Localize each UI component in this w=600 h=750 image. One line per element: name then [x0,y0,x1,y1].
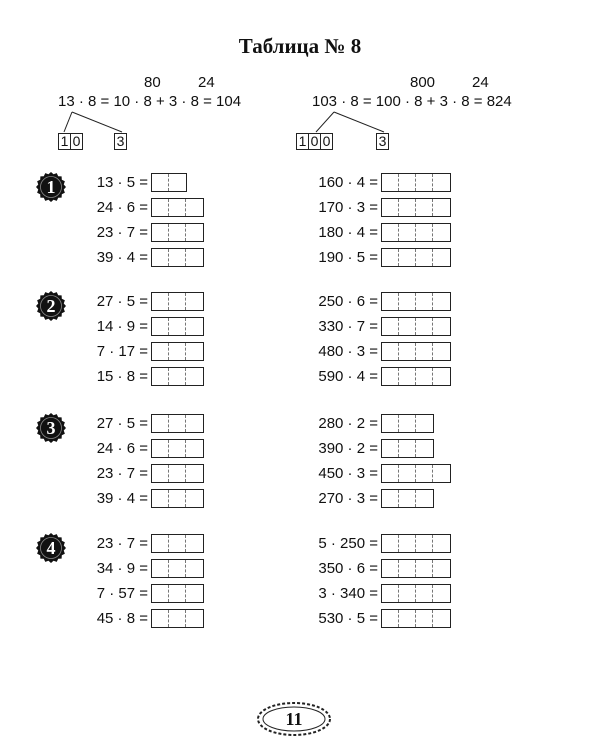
answer-boxes[interactable] [381,489,434,508]
answer-digit-cell[interactable] [433,199,450,216]
answer-digit-cell[interactable] [152,610,169,627]
answer-digit-cell[interactable] [382,610,399,627]
answer-digit-cell[interactable] [382,490,399,507]
example-2-partial-1: 800 [410,74,436,91]
answer-boxes[interactable] [381,609,451,628]
example-1-ones-box [114,133,127,150]
answer-boxes[interactable] [151,559,204,578]
answer-digit-cell[interactable] [433,224,450,241]
answer-boxes[interactable] [381,317,451,336]
answer-digit-cell[interactable] [169,610,186,627]
answer-digit-cell[interactable] [416,224,433,241]
answer-boxes[interactable] [381,534,451,553]
answer-digit-cell[interactable] [152,535,169,552]
exercise-expression: 590 · 4 = [318,368,378,385]
group-number: 3 [46,418,56,438]
example-1-partial-2: 24 [198,74,215,91]
answer-digit-cell[interactable] [186,224,203,241]
answer-digit-cell[interactable] [416,293,433,310]
answer-boxes[interactable] [381,223,451,242]
answer-boxes[interactable] [151,464,204,483]
exercise-row [80,534,204,553]
exercise-row [300,223,451,242]
answer-boxes[interactable] [151,489,204,508]
answer-digit-cell[interactable] [186,465,203,482]
answer-digit-cell[interactable] [169,535,186,552]
answer-digit-cell[interactable] [416,174,433,191]
answer-digit-cell[interactable] [382,199,399,216]
answer-boxes[interactable] [381,173,451,192]
answer-digit-cell[interactable] [152,415,169,432]
exercise-expression: 7 · 17 = [96,343,148,360]
answer-boxes[interactable] [151,414,204,433]
answer-boxes[interactable] [151,198,204,217]
answer-digit-cell[interactable] [382,318,399,335]
digit-cell: 1 [297,134,309,149]
answer-digit-cell[interactable] [399,465,416,482]
example-2-equation: 103 · 8 = 100 · 8 + 3 · 8 = 824 [312,93,512,110]
example-2-hundreds-box [296,133,333,150]
exercise-expression: 350 · 6 = [318,560,378,577]
exercise-expression: 530 · 5 = [318,610,378,627]
answer-digit-cell[interactable] [186,318,203,335]
answer-digit-cell[interactable] [433,318,450,335]
answer-digit-cell[interactable] [152,585,169,602]
answer-boxes[interactable] [381,198,451,217]
answer-digit-cell[interactable] [169,343,186,360]
exercise-row [300,584,451,603]
answer-digit-cell[interactable] [382,293,399,310]
answer-boxes[interactable] [151,317,204,336]
exercise-expression: 190 · 5 = [318,249,378,266]
answer-digit-cell[interactable] [152,440,169,457]
answer-boxes[interactable] [151,367,204,386]
answer-boxes[interactable] [381,439,434,458]
answer-boxes[interactable] [151,584,204,603]
answer-digit-cell[interactable] [416,368,433,385]
exercise-expression: 23 · 7 = [96,224,148,241]
answer-digit-cell[interactable] [169,465,186,482]
answer-digit-cell[interactable] [399,535,416,552]
answer-boxes[interactable] [381,367,451,386]
exercise-row [80,489,204,508]
exercise-expression: 34 · 9 = [96,560,148,577]
exercise-group-1 [0,170,600,266]
exercise-row [80,439,204,458]
answer-digit-cell[interactable] [399,585,416,602]
example-1 [58,74,288,154]
answer-boxes[interactable] [151,173,187,192]
answer-digit-cell[interactable] [152,490,169,507]
exercise-row [80,609,204,628]
group-number: 4 [46,538,56,558]
exercise-row [80,342,204,361]
exercise-expression: 24 · 6 = [96,440,148,457]
answer-digit-cell[interactable] [169,440,186,457]
answer-digit-cell[interactable] [433,343,450,360]
answer-digit-cell[interactable] [433,368,450,385]
exercise-expression: 180 · 4 = [318,224,378,241]
answer-boxes[interactable] [381,559,451,578]
group-number: 2 [46,296,56,316]
answer-digit-cell[interactable] [399,440,416,457]
exercise-row [80,173,187,192]
exercise-expression: 27 · 5 = [96,415,148,432]
exercise-row [300,464,451,483]
answer-digit-cell[interactable] [169,249,186,266]
answer-digit-cell[interactable] [169,293,186,310]
answer-boxes[interactable] [151,609,204,628]
answer-digit-cell[interactable] [152,199,169,216]
answer-digit-cell[interactable] [416,440,433,457]
digit-cell: 0 [322,133,331,149]
answer-digit-cell[interactable] [399,249,416,266]
exercise-expression: 24 · 6 = [96,199,148,216]
answer-digit-cell[interactable] [382,415,399,432]
exercise-group-3 [0,411,600,507]
answer-digit-cell[interactable] [416,535,433,552]
exercise-expression: 270 · 3 = [318,490,378,507]
answer-digit-cell[interactable] [169,415,186,432]
answer-digit-cell[interactable] [416,249,433,266]
answer-digit-cell[interactable] [433,585,450,602]
answer-digit-cell[interactable] [152,368,169,385]
answer-digit-cell[interactable] [382,535,399,552]
answer-digit-cell[interactable] [186,415,203,432]
answer-digit-cell[interactable] [186,440,203,457]
answer-digit-cell[interactable] [399,174,416,191]
group-number-badge [36,533,66,563]
exercise-expression: 5 · 250 = [318,535,378,552]
example-2-split-lines [312,74,572,154]
answer-digit-cell[interactable] [416,343,433,360]
exercise-expression: 390 · 2 = [318,440,378,457]
answer-digit-cell[interactable] [399,199,416,216]
answer-boxes[interactable] [381,342,451,361]
answer-digit-cell[interactable] [169,585,186,602]
answer-digit-cell[interactable] [152,560,169,577]
exercise-expression: 3 · 340 = [318,585,378,602]
group-number: 1 [46,177,56,197]
answer-digit-cell[interactable] [186,490,203,507]
answer-boxes[interactable] [151,534,204,553]
example-2-partial-2: 24 [472,74,489,91]
answer-digit-cell[interactable] [416,610,433,627]
example-2 [298,74,572,154]
exercise-row [80,414,204,433]
answer-digit-cell[interactable] [416,490,433,507]
exercise-row [300,439,434,458]
answer-digit-cell[interactable] [382,560,399,577]
answer-digit-cell[interactable] [152,224,169,241]
answer-digit-cell[interactable] [399,368,416,385]
example-1-split-lines [58,74,288,154]
answer-digit-cell[interactable] [416,199,433,216]
exercise-row [300,367,451,386]
answer-digit-cell[interactable] [399,490,416,507]
answer-digit-cell[interactable] [152,343,169,360]
answer-digit-cell[interactable] [169,224,186,241]
page-number-badge [254,699,334,739]
answer-digit-cell[interactable] [186,585,203,602]
digit-cell: 0 [72,133,81,149]
answer-digit-cell[interactable] [382,224,399,241]
exercise-expression: 45 · 8 = [96,610,148,627]
answer-digit-cell[interactable] [399,560,416,577]
exercise-row [80,292,204,311]
exercise-row [80,317,204,336]
exercise-row [80,198,204,217]
answer-digit-cell[interactable] [152,249,169,266]
answer-digit-cell[interactable] [399,610,416,627]
exercise-row [300,173,451,192]
exercise-expression: 450 · 3 = [318,465,378,482]
answer-digit-cell[interactable] [382,343,399,360]
answer-digit-cell[interactable] [382,249,399,266]
answer-digit-cell[interactable] [152,465,169,482]
answer-digit-cell[interactable] [433,465,450,482]
exercise-row [300,342,451,361]
answer-digit-cell[interactable] [169,368,186,385]
answer-digit-cell[interactable] [416,585,433,602]
answer-digit-cell[interactable] [169,199,186,216]
answer-digit-cell[interactable] [399,415,416,432]
answer-digit-cell[interactable] [152,318,169,335]
answer-digit-cell[interactable] [186,249,203,266]
exercise-row [300,609,451,628]
answer-digit-cell[interactable] [382,585,399,602]
answer-boxes[interactable] [151,223,204,242]
answer-digit-cell[interactable] [399,224,416,241]
exercise-expression: 14 · 9 = [96,318,148,335]
answer-boxes[interactable] [381,248,451,267]
answer-digit-cell[interactable] [152,174,169,191]
answer-digit-cell[interactable] [169,490,186,507]
answer-digit-cell[interactable] [186,343,203,360]
exercise-row [80,559,204,578]
exercise-row [80,584,204,603]
answer-boxes[interactable] [381,292,451,311]
answer-digit-cell[interactable] [382,440,399,457]
group-number-badge [36,413,66,443]
exercise-expression: 250 · 6 = [318,293,378,310]
answer-boxes[interactable] [151,342,204,361]
answer-digit-cell[interactable] [399,293,416,310]
exercise-expression: 280 · 2 = [318,415,378,432]
group-number-badge [36,291,66,321]
example-1-equation: 13 · 8 = 10 · 8 + 3 · 8 = 104 [58,93,242,110]
answer-digit-cell[interactable] [186,368,203,385]
group-number-badge [36,172,66,202]
exercise-expression: 39 · 4 = [96,249,148,266]
exercise-row [80,367,204,386]
exercise-expression: 480 · 3 = [318,343,378,360]
exercise-expression: 13 · 5 = [96,174,148,191]
answer-boxes[interactable] [381,414,434,433]
page-number: 11 [285,709,303,729]
answer-boxes[interactable] [381,584,451,603]
exercise-row [300,414,434,433]
exercise-row [300,198,451,217]
answer-digit-cell[interactable] [186,610,203,627]
answer-digit-cell[interactable] [186,535,203,552]
answer-digit-cell[interactable] [433,174,450,191]
answer-digit-cell[interactable] [169,560,186,577]
exercise-expression: 160 · 4 = [318,174,378,191]
answer-digit-cell[interactable] [186,560,203,577]
exercise-expression: 27 · 5 = [96,293,148,310]
exercise-row [300,489,434,508]
exercise-row [300,248,451,267]
exercise-row [80,223,204,242]
example-2-ones-box [376,133,389,150]
answer-digit-cell[interactable] [416,560,433,577]
answer-digit-cell[interactable] [382,368,399,385]
exercise-row [300,292,451,311]
exercise-expression: 39 · 4 = [96,490,148,507]
answer-digit-cell[interactable] [186,199,203,216]
answer-digit-cell[interactable] [382,465,399,482]
answer-digit-cell[interactable] [433,560,450,577]
answer-boxes[interactable] [151,248,204,267]
exercise-row [80,248,204,267]
answer-boxes[interactable] [151,292,204,311]
page-title: Таблица № 8 [238,34,362,58]
digit-cell: 3 [378,133,387,149]
exercise-group-2 [0,289,600,385]
answer-digit-cell[interactable] [399,343,416,360]
example-1-partial-1: 80 [144,74,161,91]
answer-digit-cell[interactable] [399,318,416,335]
example-1-tens-box [58,133,83,150]
answer-digit-cell[interactable] [186,293,203,310]
exercise-row [300,559,451,578]
answer-digit-cell[interactable] [169,174,186,191]
exercise-expression: 23 · 7 = [96,535,148,552]
answer-digit-cell[interactable] [152,293,169,310]
exercise-expression: 15 · 8 = [96,368,148,385]
answer-digit-cell[interactable] [416,465,433,482]
exercise-group-4 [0,531,600,627]
digit-cell: 3 [116,133,125,149]
exercise-row [300,317,451,336]
exercise-row [300,534,451,553]
exercise-row [80,464,204,483]
answer-digit-cell[interactable] [433,249,450,266]
answer-digit-cell[interactable] [433,293,450,310]
exercise-expression: 330 · 7 = [318,318,378,335]
digit-cell: 0 [309,134,321,149]
exercise-expression: 7 · 57 = [96,585,148,602]
exercise-expression: 23 · 7 = [96,465,148,482]
answer-digit-cell[interactable] [416,318,433,335]
exercise-expression: 170 · 3 = [318,199,378,216]
answer-digit-cell[interactable] [433,535,450,552]
answer-digit-cell[interactable] [433,610,450,627]
answer-digit-cell[interactable] [416,415,433,432]
answer-boxes[interactable] [151,439,204,458]
digit-cell: 1 [59,134,71,149]
answer-boxes[interactable] [381,464,451,483]
answer-digit-cell[interactable] [169,318,186,335]
answer-digit-cell[interactable] [382,174,399,191]
